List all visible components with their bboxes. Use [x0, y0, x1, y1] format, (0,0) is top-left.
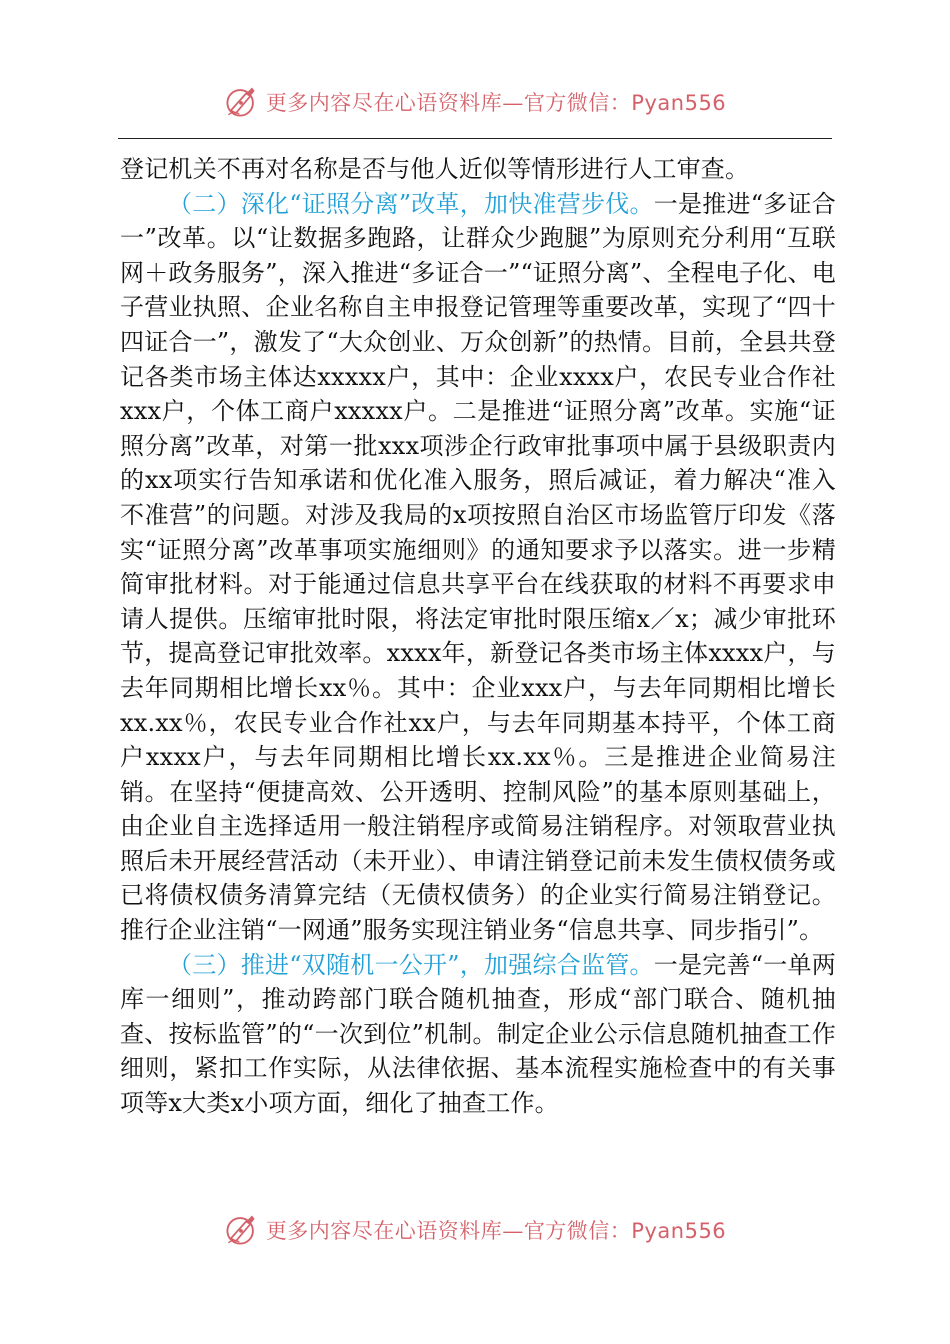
- paragraph-section-3: [120, 948, 836, 1121]
- footer-watermark-main: 更多内容尽在心语资料库: [265, 1219, 503, 1243]
- paragraph-body: 一是推进“多证合一”改革。以“让数据多跑路，让群众少跑腿”为原则充分利用“互联网＋政务服务”，深入推进“多证合一”“证照分离”、全程电子化、电子营业执照、企业名称自主申报登记管理等重要改革，实现了“四十四证合一”，激发了“大众创业、万众创新”的热情。目前，全县共登记各类市场主体达xxxxx户，其中：企业xxxx户，农民专业合作社xxx户，个体工商户xxxxx户。二是推进“证照分离”改革。实施“证照分离”改革，对第一批xxx项涉企行政审批事项中属于县级职责内的xx项实行告知承诺和优化准入服务，照后减证，着力解决“准入不准营”的问题。对涉及我局的x项按照自治区市场监管厅印发《落实“证照分离”改革事项实施细则》的通知要求予以落实。进一步精简审批材料。对于能通过信息共享平台在线获取的材料不再要求申请人提供。压缩审批时限，将法定审批时限压缩x／x；减少审批环节，提高登记审批效率。xxxx年，新登记各类市场主体xxxx户，与去年同期相比增长xx％。其中：企业xxx户，与去年同期相比增长xx.xx％，农民专业合作社xx户，与去年同期基本持平，个体工商户xxxx户，与去年同期相比增长xx.xx％。三是推进企业简易注销。在坚持“便捷高效、公开透明、控制风险”的基本原则基础上，由企业自主选择适用一般注销程序或简易注销程序。对领取营业执照后未开展经营活动（未开业）、申请注销登记前未发生债权债务或已将债权债务清算完结（无债权债务）的企业实行简易注销登记。推行企业注销“一网通”服务实现注销业务“信息共享、同步指引”。: [120, 189, 836, 945]
- header-watermark-separator: —: [502, 91, 524, 115]
- footer-watermark-text: [266, 1215, 726, 1245]
- pen-nib-logo-icon: [224, 85, 258, 119]
- section-heading-2: （二）深化“证照分离”改革，加快准营步伐。: [168, 189, 654, 218]
- footer-watermark-separator: —: [502, 1219, 524, 1243]
- paragraph-section-2: [120, 187, 836, 948]
- paragraph-body: 登记机关不再对名称是否与他人近似等情形进行人工审查。: [120, 155, 750, 183]
- header-watermark-text: [266, 87, 726, 117]
- pen-nib-logo-icon: [224, 1213, 258, 1247]
- paragraph-continuation: [120, 152, 836, 187]
- footer-watermark-banner: [0, 1210, 950, 1250]
- header-watermark-banner: [0, 82, 950, 122]
- footer-watermark-contact: 官方微信：Pyan556: [523, 1219, 727, 1243]
- document-body: [120, 152, 836, 1121]
- section-heading-3: （三）推进“双随机一公开”，加强综合监管。: [168, 950, 654, 979]
- header-watermark-main: 更多内容尽在心语资料库: [265, 91, 503, 115]
- header-divider: [118, 138, 832, 139]
- header-watermark-contact: 官方微信：Pyan556: [523, 91, 727, 115]
- paragraph-body: 一是完善“一单两库一细则”，推动跨部门联合随机抽查，形成“部门联合、随机抽查、按标监管”的“一次到位”机制。制定企业公示信息随机抽查工作细则，紧扣工作实际，从法律依据、基本流程实施检查中的有关事项等x大类x小项方面，细化了抽查工作。: [120, 950, 836, 1118]
